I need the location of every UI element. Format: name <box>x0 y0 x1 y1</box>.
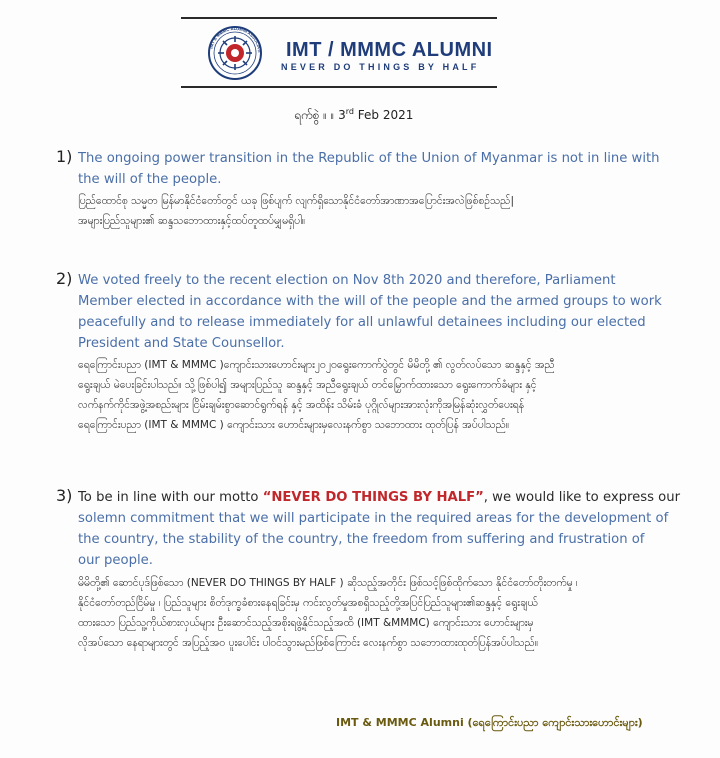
section-number: 1) <box>56 147 73 166</box>
english-line: solemn commitment that we will participate in the required areas for the development of <box>78 511 669 526</box>
english-line-with-motto <box>78 487 693 508</box>
section-number: 3) <box>56 486 73 505</box>
section-english <box>78 270 693 354</box>
english-pre-motto: To be in line with our motto <box>78 490 263 505</box>
english-line: our people. <box>78 553 153 568</box>
alumni-logo <box>194 25 276 81</box>
date-ordinal-suffix: rd <box>345 107 354 116</box>
english-line: Member elected in accordance with the will of the people and the armed groups to work <box>78 294 662 309</box>
english-line: We voted freely to the recent election on Nov 8th 2020 and therefore, Parliament <box>78 273 616 288</box>
myanmar-line: ထားသော ပြည်သူ့ကိုယ်စားလှယ်များ ဦးဆောင်သည့်အစိုးရဖွဲ့နိုင်သည့်အထိ (IMT &MMMC) ကျောင်းသား ဟောင်းများမှ <box>78 617 534 629</box>
myanmar-line: ပြည်ထောင်စု သမ္မတ မြန်မာနိုင်ငံတော်တွင် ယခု ဖြစ်ပျက် လျက်ရှိသောနိုင်ငံတော်အာဏာအပြောင်းအလဲဖြစ်စဉ်သည်| <box>78 195 514 207</box>
myanmar-line: လက်နက်ကိုင်အဖွဲ့အစည်းများ ငြိမ်းချမ်းစွာဆောင်ရွက်ရန် နှင့် အထိန်း သိမ်းခံ ပုဂ္ဂိုလ်များအားလုံးကိုအမြန်ဆုံးလွှတ်ပေးရန် <box>78 399 525 411</box>
header-bottom-rule <box>181 86 497 88</box>
date-day: 3 <box>338 108 346 122</box>
section-english <box>78 487 693 571</box>
logo-ring-text: IMT & MMMC ALUMNI ASSOCIATI <box>208 25 263 53</box>
date-prefix: ရက်စွဲ ။ ။ <box>294 108 339 122</box>
myanmar-line: လိုအပ်သော နေရာများတွင် အပြည့်အဝ ပူးပေါင်း ပါဝင်သွားမည်ဖြစ်ကြောင်း လေးနက်စွာ သဘောထားထုတ်ပြန်အပ်ပါသည်။ <box>78 637 539 649</box>
section-english <box>78 148 693 190</box>
myanmar-line: မိမိတို့၏ ဆောင်ပုဒ်ဖြစ်သော (NEVER DO THINGS BY HALF ) ဆိုသည့်အတိုင်း ဖြစ်သင့်ဖြစ်ထိုက်သော နိုင်ငံတော်တိုးတက်မှု ၊ <box>78 577 578 589</box>
myanmar-line: ရွေးချယ် မဲပေးခြင်းပါသည်။ သို့ဖြစ်ပါ၍ အများပြည်သူ ဆန္ဒနှင့် အညီရွေးချယ် တင်မြှောက်ထားသော ရွေးကောက်ခံများ နှင့် <box>78 379 537 391</box>
brand-motto: NEVER DO THINGS BY HALF <box>281 62 480 72</box>
english-post-motto: , we would like to express our <box>483 490 681 505</box>
section-myanmar <box>78 573 693 653</box>
footer-signature: IMT & MMMC Alumni (ရေကြောင်းပညာ ကျောင်းသားဟောင်းများ) <box>336 716 643 729</box>
english-line: peacefully and to release immediately for all unlawful detainees including our elected <box>78 315 646 330</box>
motto-highlight: “NEVER DO THINGS BY HALF” <box>262 490 484 505</box>
english-line: President and State Counsellor. <box>78 336 285 351</box>
date-month-year: Feb 2021 <box>353 108 414 122</box>
english-line: the will of the people. <box>78 172 222 187</box>
myanmar-line: ရေကြောင်းပညာ (IMT & MMMC ) ကျောင်းသား ဟောင်းများမှလေးနက်စွာ သဘောထား ထုတ်ပြန် အပ်ပါသည်။ <box>78 419 510 431</box>
section-myanmar <box>78 355 693 435</box>
brand-title: IMT / MMMC ALUMNI <box>286 39 493 61</box>
myanmar-line: ရေကြောင်းပညာ (IMT & MMMC )ကျောင်းသားဟောင်းများ၂၀၂၀ရွေးကောက်ပွဲတွင် မိမိတို့ ၏ လွတ်လပ်သော ဆန္ဒနှင့် အညီ <box>78 359 555 371</box>
english-line: the country, the stability of the country, the freedom from suffering and frustration of <box>78 532 645 547</box>
section-number: 2) <box>56 269 73 288</box>
date-line <box>294 107 413 125</box>
myanmar-line: အများပြည်သူများ၏ ဆန္ဒသဘောထားနှင့်ထပ်တူထပ်မျှမရှိပါ။ <box>78 215 306 227</box>
header-top-rule <box>181 17 497 19</box>
section-myanmar <box>78 191 693 231</box>
english-line: The ongoing power transition in the Republic of the Union of Myanmar is not in line with <box>78 151 660 166</box>
myanmar-line: နိုင်ငံတော်တည်ငြိမ်မှု ၊ ပြည်သူများ စိတ်ဒုက္ခခံစားနေရခြင်းမှ ကင်းလွတ်မှုအစရှိသည့်တို့အပြင်ပြည်သူများ၏ဆန္ဒနှင့် ရွေးချယ် <box>78 597 538 609</box>
